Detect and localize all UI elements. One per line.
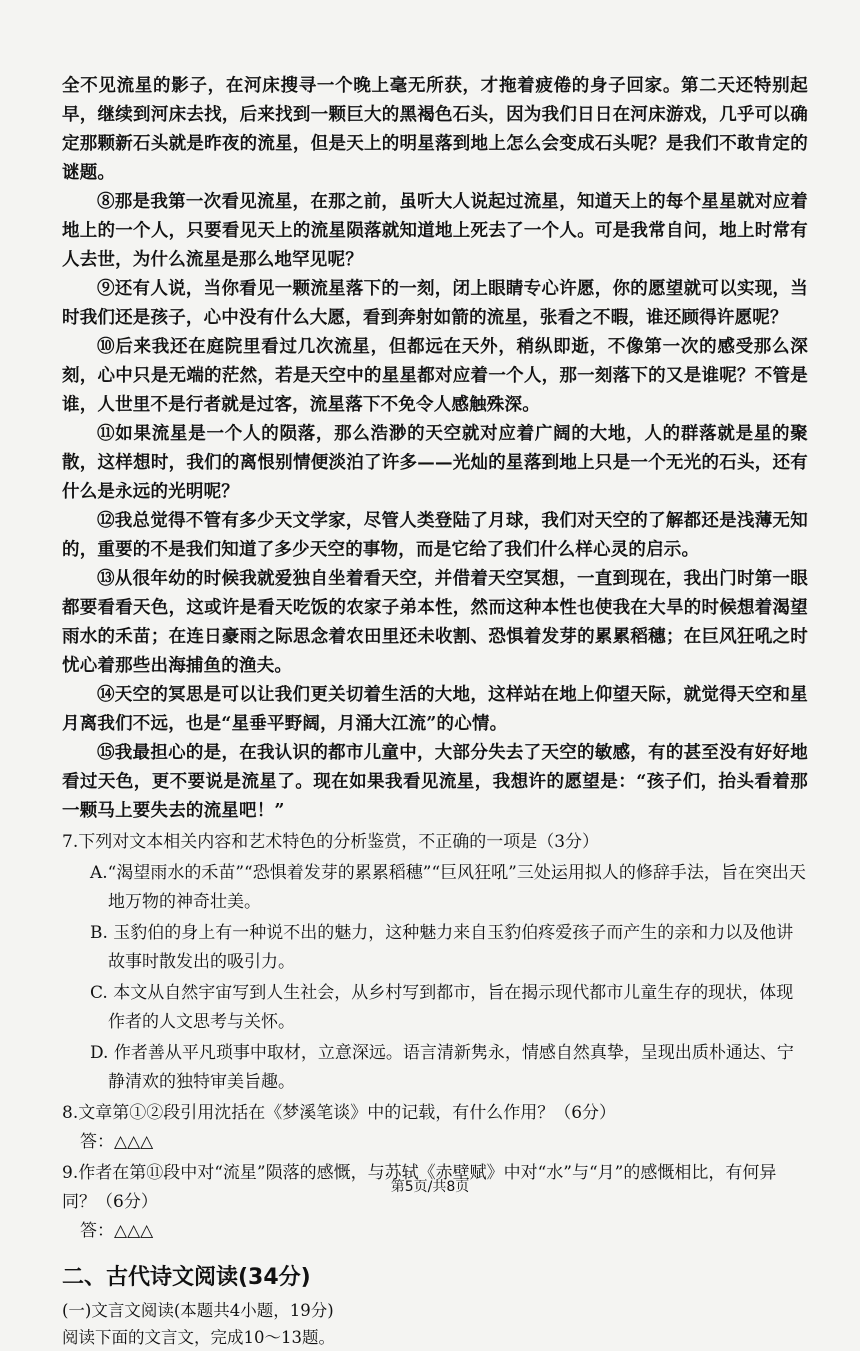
paragraph-9: ⑨还有人说，当你看见一颗流星落下的一刻，闭上眼睛专心许愿，你的愿望就可以实现，当时我们还是孩子，心中没有什么大愿，看到奔射如箭的流星，张看之不暇，谁还顾得许愿呢？ (62, 279, 808, 328)
paragraph-13: ⑬从很年幼的时候我就爱独自坐着看天空，并借着天空冥想，一直到现在，我出门时第一眼都要看看天色，这或许是看天吃饭的农家子弟本性，然而这种本性也使我在大旱的时候想着渴望雨水的禾苗；在连日豪雨之际思念着农田里还未收割、恐惧着发芽的累累稻穗；在巨风狂吼之时忧心着那些出海捕鱼的渔夫。 (62, 569, 808, 676)
section-2-title: 二、古代诗文阅读(34分) (62, 1265, 311, 1290)
paragraph-11: ⑪如果流星是一个人的陨落，那么浩渺的天空就对应着广阔的大地，人的群落就是星的聚散，这样想时，我们的离恨别情便淡泊了许多——光灿的星落到地上只是一个无光的石头，还有什么是永远的光明呢？ (62, 424, 808, 502)
question-7-stem: 7.下列对文本相关内容和艺术特色的分析鉴赏，不正确的一项是（3分） (62, 832, 600, 852)
question-7-option-a: A.“渴望雨水的禾苗”“恐惧着发芽的累累稻穗”“巨风狂吼”三处运用拟人的修辞手法，旨在突出天地万物的神奇壮美。 (90, 863, 806, 912)
question-9-stem: 9.作者在第⑪段中对“流星”陨落的感慨，与苏轼《赤壁赋》中对“水”与“月”的感慨相比，有何异同？（6分） (62, 1163, 777, 1212)
question-8-stem: 8.文章第①②段引用沈括在《梦溪笔谈》中的记载，有什么作用？（6分） (62, 1103, 617, 1123)
section-2-instruction: 阅读下面的文言文，完成10～13题。 (62, 1328, 335, 1347)
question-9-answer: 答：△△△ (80, 1221, 154, 1241)
question-8-answer: 答：△△△ (80, 1132, 154, 1152)
section-2-subtitle: (一)文言文阅读(本题共4小题，19分) (62, 1301, 334, 1320)
paragraph-10: ⑩后来我还在庭院里看过几次流星，但都远在天外，稍纵即逝，不像第一次的感受那么深刻，心中只是无端的茫然，若是天空中的星星都对应着一个人，那一刻落下的又是谁呢？不管是谁，人世里不是行者就是过客，流星落下不免令人感触殊深。 (62, 337, 808, 415)
page-number: 第5页/共8页 (390, 1179, 470, 1195)
paragraph-8: ⑧那是我第一次看见流星，在那之前，虽听大人说起过流星，知道天上的每个星星就对应着地上的一个人，只要看见天上的流星陨落就知道地上死去了一个人。可是我常自问，地上时常有人去世，为什么流星是那么地罕见呢？ (62, 192, 808, 270)
paragraph-14: ⑭天空的冥思是可以让我们更关切着生活的大地，这样站在地上仰望天际，就觉得天空和星月离我们不远，也是“星垂平野阔，月涌大江流”的心情。 (62, 685, 808, 734)
paragraph-12: ⑫我总觉得不管有多少天文学家，尽管人类登陆了月球，我们对天空的了解都还是浅薄无知的，重要的不是我们知道了多少天空的事物，而是它给了我们什么样心灵的启示。 (62, 511, 808, 560)
question-7-option-c: C. 本文从自然宇宙写到人生社会，从乡村写到都市，旨在揭示现代都市儿童生存的现状，体现作者的人文思考与关怀。 (90, 983, 794, 1032)
paragraph-continued: 全不见流星的影子，在河床搜寻一个晚上毫无所获，才拖着疲倦的身子回家。第二天还特别起早，继续到河床去找，后来找到一颗巨大的黑褐色石头，因为我们日日在河床游戏，几乎可以确定那颗新石头就是昨夜的流星，但是天上的明星落到地上怎么会变成石头呢？是我们不敢肯定的谜题。 (62, 76, 808, 183)
question-7-option-d: D. 作者善从平凡琐事中取材，立意深远。语言清新隽永，情感自然真挚，呈现出质朴通达、宁静清欢的独特审美旨趣。 (90, 1043, 794, 1092)
question-7-option-b: B. 玉豹伯的身上有一种说不出的魅力，这种魅力来自玉豹伯疼爱孩子而产生的亲和力以及他讲故事时散发出的吸引力。 (90, 923, 794, 972)
paragraph-15: ⑮我最担心的是，在我认识的都市儿童中，大部分失去了天空的敏感，有的甚至没有好好地看过天色，更不要说是流星了。现在如果我看见流星，我想许的愿望是：“孩子们，抬头看着那一颗马上要失去的流星吧！” (62, 743, 808, 821)
